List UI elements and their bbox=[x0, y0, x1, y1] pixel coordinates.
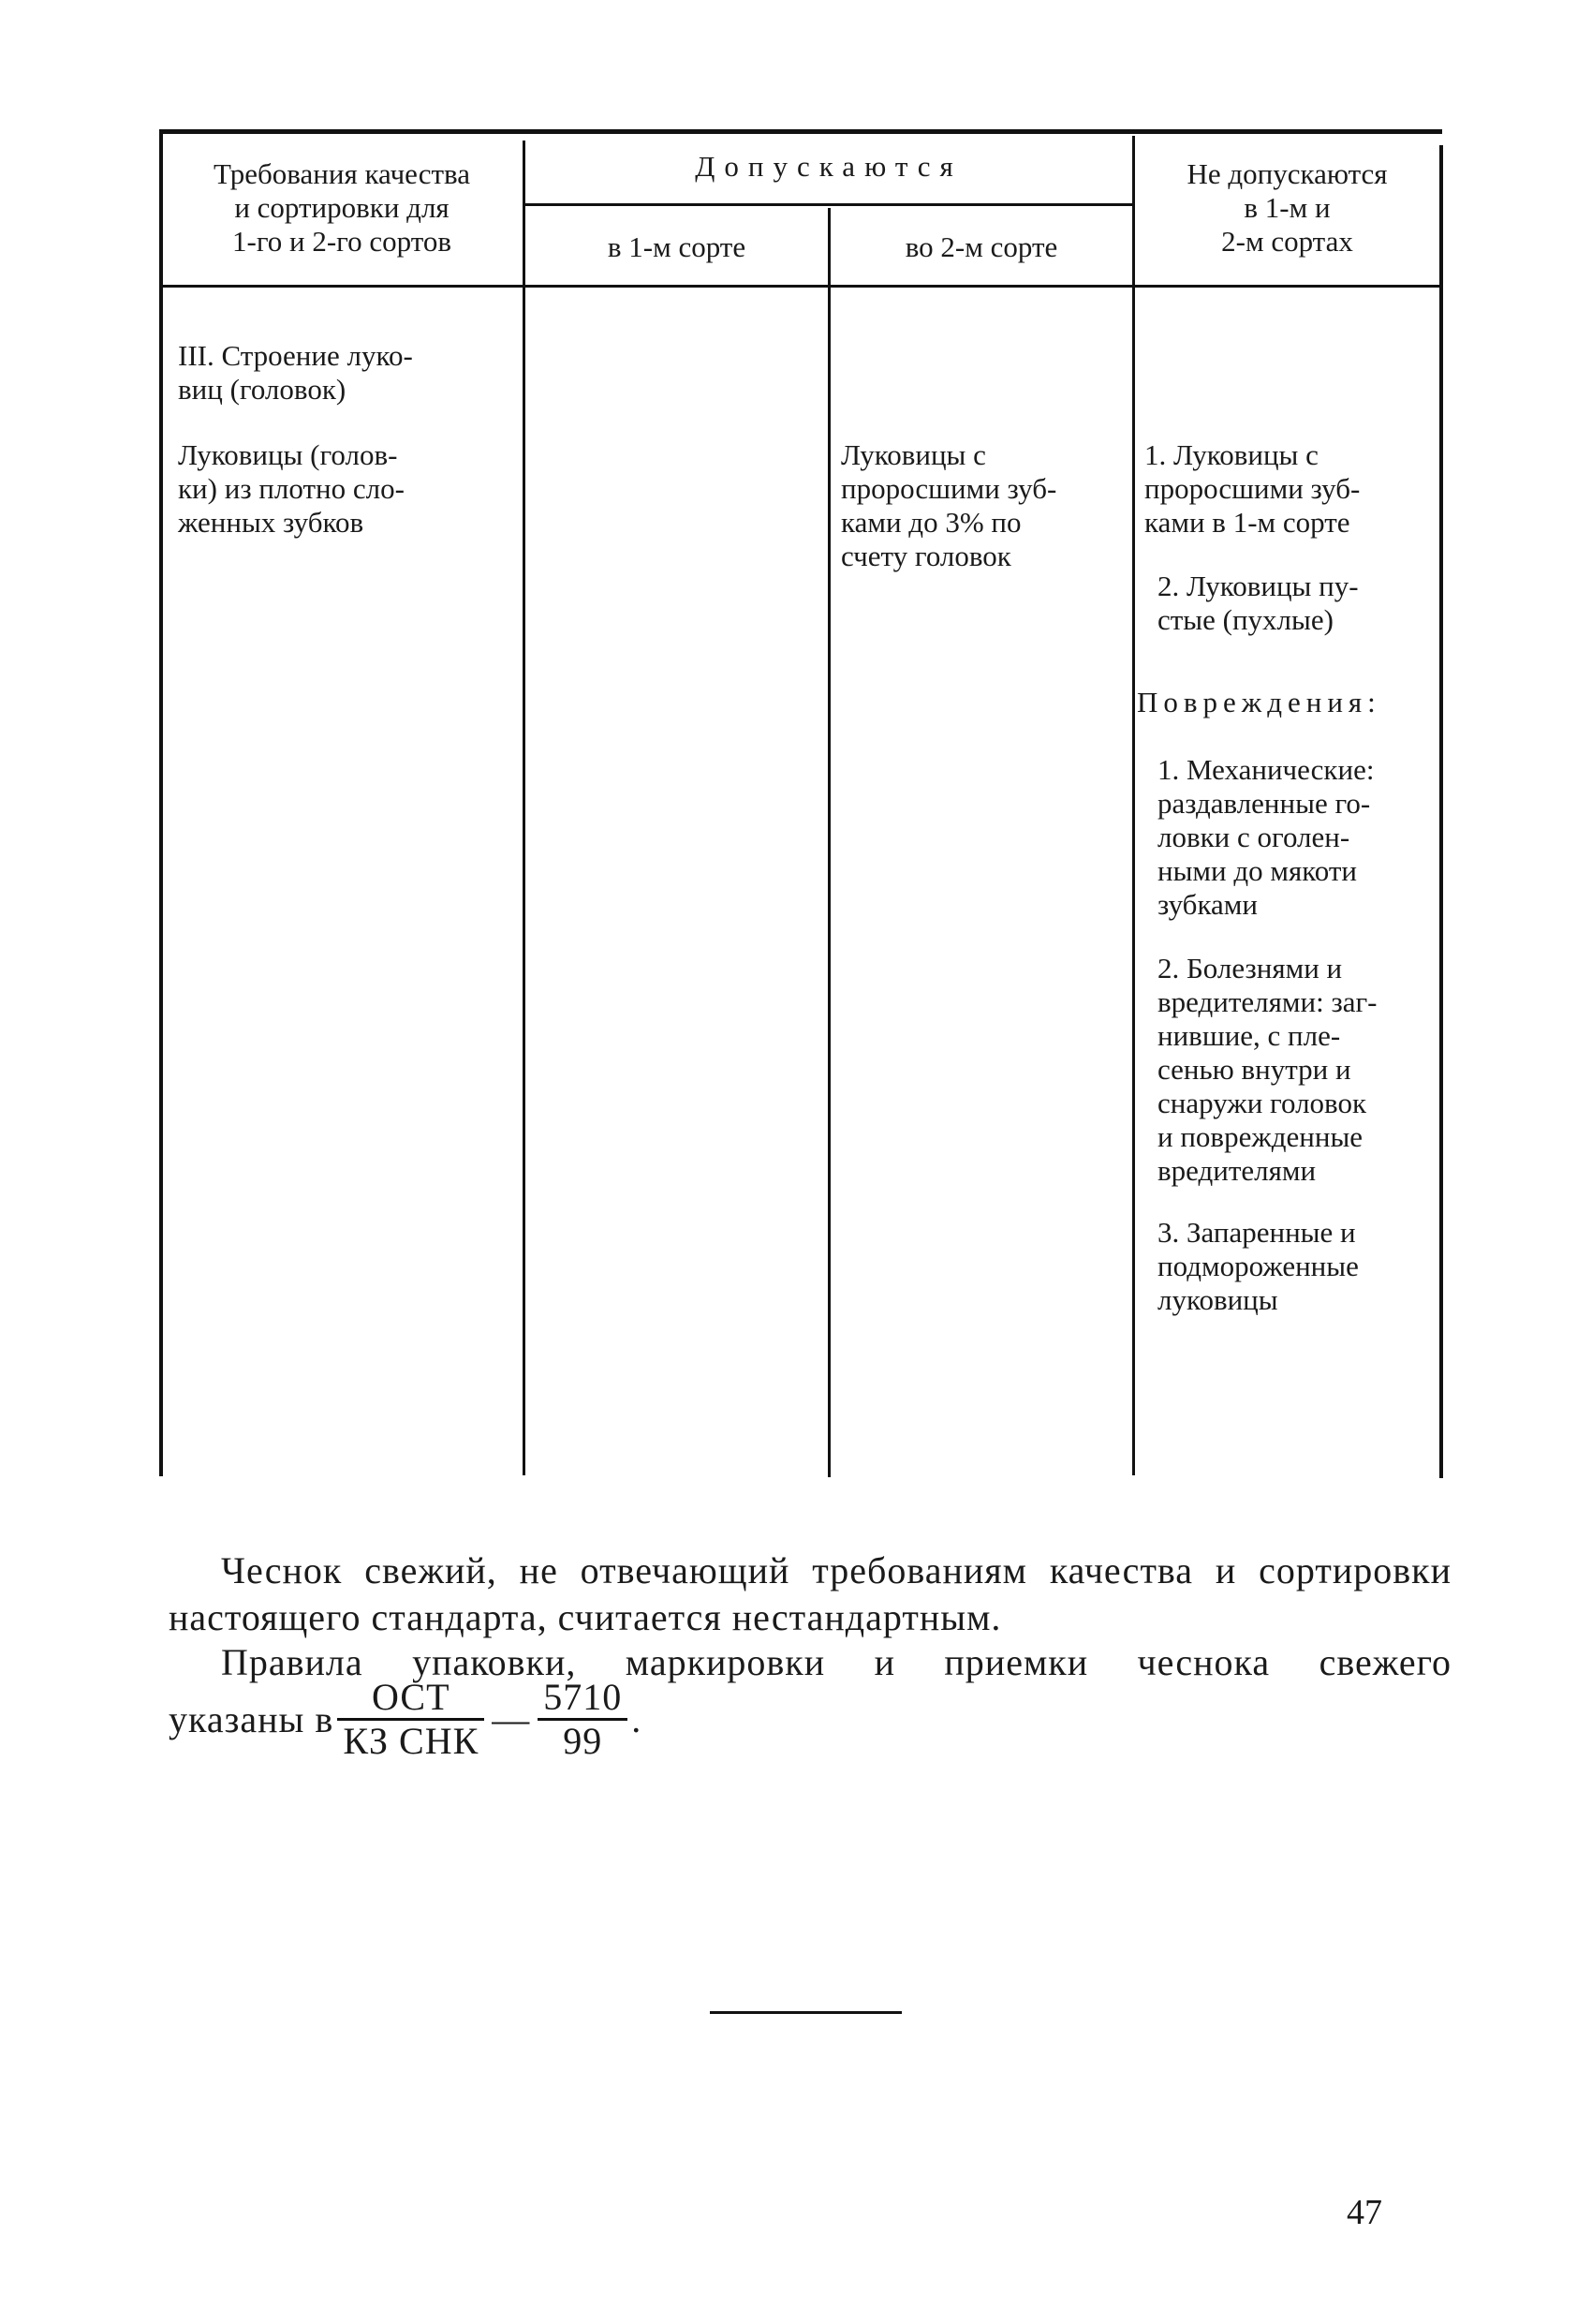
paragraph-nonstandard: Чеснок свежий, не отвечающий требованиям качества и сортировки настоящего стандарта, считается нестандартным. bbox=[169, 1549, 1452, 1638]
table-top-rule bbox=[159, 129, 1442, 134]
header-grade-2: во 2-м сорте bbox=[905, 230, 1058, 263]
damage-item-disease: 2. Болезнями и вредителями: заг- нившие, с пле- сенью внутри и снаружи головок и поврежденные вредителями bbox=[1157, 952, 1378, 1187]
page-number: 47 bbox=[1347, 2193, 1382, 2232]
damage-item-frozen: 3. Запаренные и подмороженные луковицы bbox=[1157, 1216, 1359, 1316]
section-title: III. Строение луко- виц (головок) bbox=[178, 339, 413, 406]
table-right-border bbox=[1439, 145, 1443, 1478]
damage-heading: Повреждения: bbox=[1137, 686, 1381, 718]
fraction-1-numerator: ОСТ bbox=[337, 1677, 484, 1721]
sentence-period: . bbox=[631, 1697, 642, 1740]
header-requirements: Требования качества и сортировки для 1-го и 2-го сортов bbox=[214, 157, 470, 258]
damage-item-mechanical: 1. Механические: раздавленные го- ловки с оголен- ными до мякоти зубками bbox=[1157, 753, 1375, 921]
header-grade-1: в 1-м сорте bbox=[607, 230, 746, 263]
standard-fraction-2 bbox=[538, 1677, 627, 1762]
end-divider bbox=[710, 2011, 902, 2014]
paragraph-packing-line1: Правила упаковки, маркировки и приемки чеснока свежего bbox=[221, 1641, 1452, 1683]
fraction-1-denominator: КЗ СНК bbox=[343, 1720, 479, 1762]
grade-2-allowance: Луковицы с проросшими зуб- ками до 3% по счету головок bbox=[841, 438, 1057, 572]
column-divider-1 bbox=[523, 141, 525, 1475]
column-divider-2 bbox=[828, 208, 831, 1477]
paragraph-packing-reference bbox=[169, 1677, 1452, 1762]
requirement-text: Луковицы (голов- ки) из плотно сло- женных зубков bbox=[178, 438, 405, 539]
not-allowed-item-2: 2. Луковицы пу- стые (пухлые) bbox=[1157, 570, 1359, 636]
fraction-2-denominator: 99 bbox=[563, 1720, 603, 1762]
fraction-dash: — bbox=[492, 1697, 531, 1740]
standard-fraction-1 bbox=[337, 1677, 484, 1762]
header-allowed: Допускаются bbox=[695, 150, 963, 183]
header-sub-rule bbox=[525, 203, 1132, 206]
fraction-2-numerator: 5710 bbox=[538, 1677, 627, 1721]
header-bottom-rule bbox=[161, 285, 1441, 288]
not-allowed-item-1: 1. Луковицы с проросшими зуб- ками в 1-м сорте bbox=[1144, 438, 1361, 539]
reference-prefix: указаны в bbox=[169, 1697, 334, 1740]
column-divider-3 bbox=[1132, 136, 1135, 1475]
header-not-allowed: Не допускаются в 1-м и 2-м сортах bbox=[1187, 157, 1388, 258]
table-left-border bbox=[159, 134, 163, 1476]
